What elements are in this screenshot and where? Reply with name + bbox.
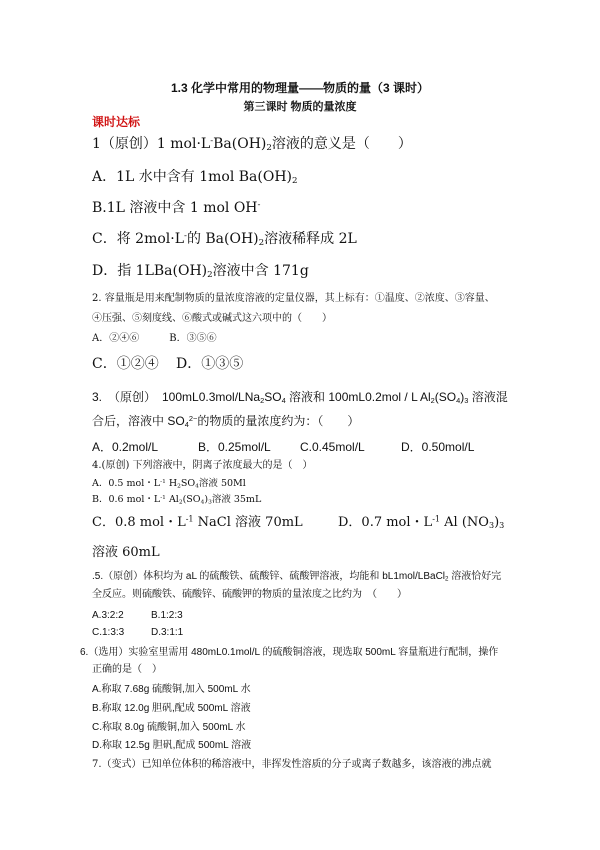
q2-option-c: C．①②④ (92, 356, 159, 372)
document-subtitle: 第三课时 物质的量浓度 (243, 101, 357, 113)
document-title: 1.3 化学中常用的物理量——物质的量（3 课时） (170, 81, 430, 95)
q4-option-c: C．0.8 mol・$L^{-1}$ NaCl 溶液 70mL (92, 514, 303, 530)
q2-option-d: D．①③⑤ (176, 356, 244, 372)
q6-stem-line2: 正确的是（ ） (92, 664, 162, 675)
section-label: 课时达标 (92, 115, 141, 129)
q4-option-b: B．0.6 mol・$L^{-1}$ $Al_2(SO_4)_3$溶液 35mL (92, 494, 262, 506)
q2-stem-line1: 2. 容量瓶是用来配制物质的量浓度溶液的定量仪器，其上标有：①温度、②浓度、③容量、 (92, 293, 495, 304)
q6-option-c: C.称取 8.0g 硫酸铜,加入 500mL 水 (92, 722, 246, 733)
q2-options-ab: A．②④⑥ B．③⑤⑥ (92, 333, 217, 344)
q5-option-a: A.3:2:2 (92, 610, 124, 621)
q4-option-d-line2: 溶液 60mL (92, 545, 160, 560)
q5-stem-line2: 全反应。则硫酸铁、硫酸锌、硫酸钾的物质的量浓度之比约为 （ ） (92, 589, 407, 600)
q3-option-c: C.0.45mol/L (300, 440, 365, 454)
q4-stem: 4.(原创) 下列溶液中，阴离子浓度最大的是（ ） (92, 460, 313, 471)
q3-option-d: D．0.50mol/L (401, 440, 475, 454)
q1-option-c: C．将 2mol·L-的 $Ba(OH)_2$溶液稀释成 2L (92, 231, 357, 249)
q3-option-a: A．0.2mol/L (92, 440, 159, 454)
q5-stem-line1: .5.（原创）体积均为 aL 的硫酸铁、硫酸锌、硫酸钾溶液，均能和 bL1mol/LBaCl$_2$ 溶液恰好完 (92, 571, 502, 583)
q3-option-b: B．0.25mol/L (198, 440, 271, 454)
q1-stem: 1（原创）1 $mol\cdot L^-Ba(OH)_2$溶液的意义是（ ） (92, 136, 412, 154)
q2-stem-line2: ④压强、⑤刻度线、⑥酸式或碱式这六项中的（ ） (92, 313, 332, 324)
q6-stem-line1: 6.（选用）实验室里需用 480mL0.1mol/L 的硫酸铜溶液，现选取 500mL 容量瓶进行配制，操作 (80, 647, 499, 658)
q6-option-b: B.称取 12.0g 胆矾,配成 500mL 溶液 (92, 703, 251, 714)
q6-option-d: D.称取 12.5g 胆矾,配成 500mL 溶液 (92, 740, 252, 751)
q4-option-a: A．0.5 mol・$L^{-1}$ $H_2SO_4$溶液 50Ml (92, 478, 246, 490)
q5-option-c: C.1:3:3 (92, 627, 125, 638)
q1-option-a: A．1L 水中含有 1mol $Ba(OH)_2$ (92, 169, 298, 187)
q3-stem-line2: 合后，溶液中 $SO_4^{2-}$的物质的量浓度约为：（ ） (92, 413, 360, 429)
q5-option-b: B.1:2:3 (151, 610, 183, 621)
q4-option-d: D．0.7 mol・$L^{-1}$ Al $(NO_3)_3$ (338, 514, 505, 530)
q6-option-a: A.称取 7.68g 硫酸铜,加入 500mL 水 (92, 684, 251, 695)
q1-option-b: B.1L 溶液中含 1 mol OH- (92, 200, 261, 216)
q5-option-d: D.3:1:1 (151, 627, 184, 638)
q1-option-d: D．指 $1LBa(OH)_2$溶液中含 171g (92, 263, 309, 281)
q3-stem-line1: 3. （原创） $100mL0.3mol/LNa_2SO_4$ 溶液和 100mL0.2mol / L $Al_2(SO_4)_3$ 溶液混 (92, 390, 508, 405)
q7-stem-line1: 7.（变式）已知单位体积的稀溶液中，非挥发性溶质的分子或离子数越多，该溶液的沸点就 (92, 759, 492, 770)
